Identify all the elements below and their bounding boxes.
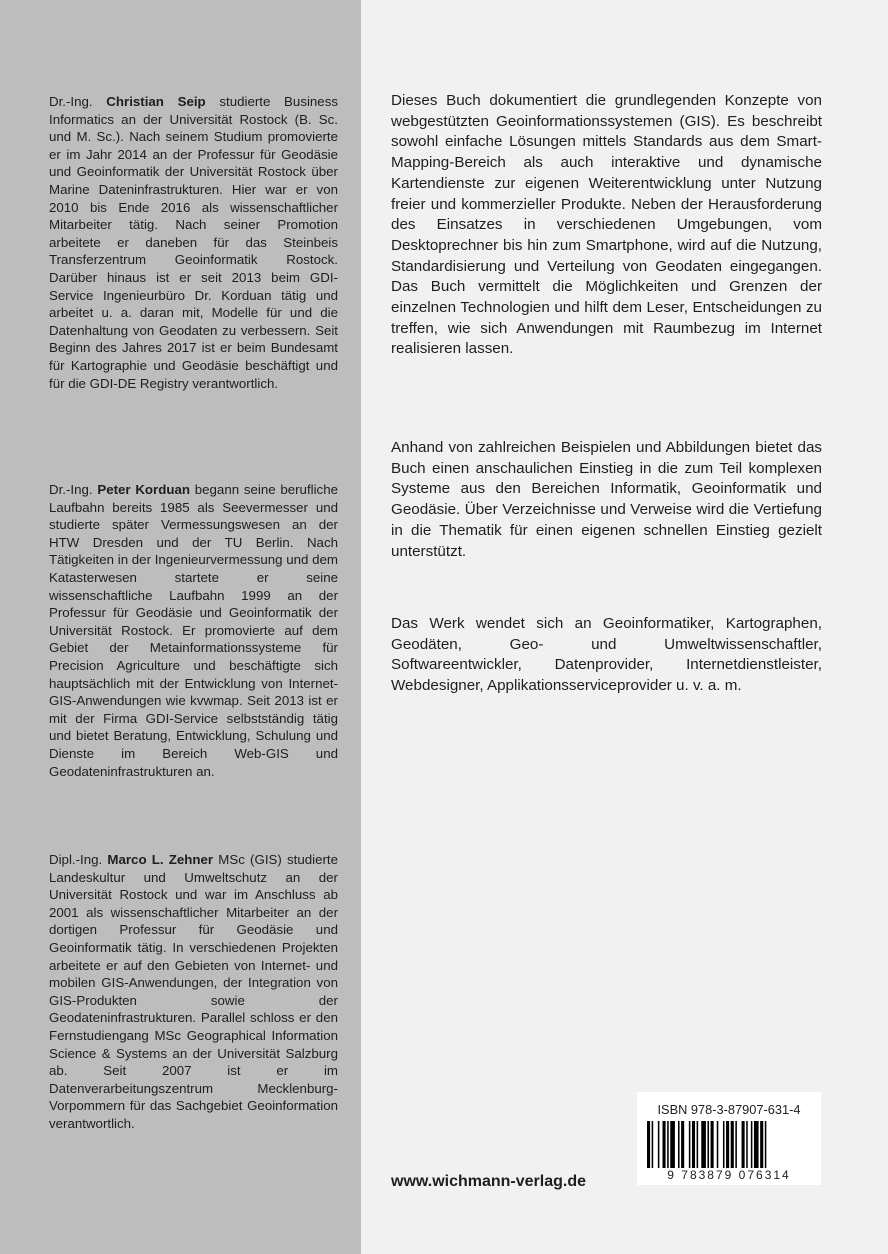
barcode-bar (692, 1121, 695, 1173)
barcode-bar (647, 1121, 650, 1173)
barcode-bar (726, 1121, 729, 1173)
author-name: Marco L. Zehner (107, 852, 214, 867)
barcode-bar (707, 1121, 709, 1173)
description-paragraph-1: Dieses Buch dokumentiert die grundlegenden Konzepte von webgestützten Geoinformationssystemen (GIS). Es beschreibt sowohl einfache Lösungen mittels Standards aus dem Smart-Mapping-Bereich als auch interaktive und dynamische Kartendienste zur eigenen Weiterentwicklung unter Nutzung freier und kommerzieller Produkte. Neben der Herausforderung des Einsatzes in verschiedenen Umgebungen, vom Desktoprechner bis hin zum Smartphone, wird auf die Nutzung, Standardisierung und Verteilung von Geodaten eingegangen. Das Buch vermittelt die Möglichkeiten und Grenzen der einzelnen Technologien und hilft dem Leser, Entscheidungen zu treffen, wie sich Anwendungen mit Raumbezug im Internet realisieren lassen. (391, 92, 822, 358)
barcode-bar (723, 1121, 725, 1173)
barcode-bar (754, 1121, 759, 1173)
author-bio-zehner (49, 851, 338, 1133)
barcode-bar (652, 1121, 654, 1173)
barcode-bar (689, 1121, 691, 1173)
barcode-bar (717, 1121, 719, 1173)
isbn-label: ISBN 978-3-87907-631-4 (657, 1102, 801, 1117)
barcode-bar (751, 1121, 753, 1173)
barcode-bar (711, 1121, 714, 1173)
barcode-bar (681, 1121, 684, 1173)
barcode-bar (760, 1121, 763, 1173)
barcode-bar (742, 1121, 745, 1173)
barcode-bar (765, 1121, 767, 1173)
barcode-bar (667, 1121, 669, 1173)
barcode-bar (658, 1121, 660, 1173)
barcode-digits: 9 783879 076314 (637, 1168, 821, 1182)
barcode-bar (746, 1121, 748, 1173)
author-title: Dipl.-Ing. (49, 852, 103, 867)
barcode-bar (697, 1121, 699, 1173)
barcode-bar (731, 1121, 734, 1173)
description-paragraph-2: Anhand von zahlreichen Beispielen und Abbildungen bietet das Buch einen anschaulichen Einstieg in die zum Teil komplexen Systeme aus den Bereichen Informatik, Geoinformatik und Geodäsie. Über Verzeichnisse und Verweise wird die Vertiefung in die Thematik für einen eigenen schnellen Einstieg gezielt unterstützt. (391, 439, 822, 560)
barcode (647, 1121, 811, 1173)
author-bio-text: studierte Business Informatics an der Universität Rostock (B. Sc. und M. Sc.). Nach seinem Studium promovierte er im Jahr 2014 an der Professur für Geodäsie und Geoinformatik der Universität Rostock über Marine Dateninfrastrukturen. Hier war er von 2010 bis Ende 2016 als wissenschaftlicher Mitarbeiter tätig. Nach seiner Promotion arbeitete er daneben für das Steinbeis Transferzentrum Geoinformatik Rostock. Darüber hinaus ist er seit 2013 beim GDI-Service Ingenieurbüro Dr. Korduan tätig und arbeitet u. a. daran mit, Modelle für und die Datenhaltung von Geodaten zu verbessern. Seit Beginn des Jahres 2017 ist er beim Bundesamt für Kartographie und Geodäsie beschäftigt und für die GDI-DE Registry verantwortlich. (49, 94, 339, 391)
author-title: Dr.-Ing. (49, 94, 93, 109)
audience-paragraph: Das Werk wendet sich an Geoinformatiker, Kartographen, Geodäten, Geo- und Umweltwissenschaftler, Softwareentwickler, Datenprovider, Internetdienstleister, Webdesigner, Applikationsserviceprovider u. v. a. m. (391, 615, 822, 695)
isbn-barcode-block (637, 1092, 821, 1185)
barcode-bar (663, 1121, 666, 1173)
author-bio-korduan (49, 481, 338, 780)
publisher-url[interactable]: www.wichmann-verlag.de (391, 1173, 587, 1190)
author-bio-text: begann seine berufliche Laufbahn bereits 1985 als Seevermesser und studierte später Vermessungswesen an der HTW Dresden und der TU Berlin. Nach Tätigkeiten in der Ingenieurvermessung und dem Katasterwesen startete er seine wissenschaftliche Laufbahn 1999 an der Professur für Geodäsie und Geoinformatik der Universität Rostock. Er promovierte auf dem Gebiet der Metainformationssysteme für Precision Agriculture und beschäftigte sich hauptsächlich mit der Entwicklung von Internet-GIS-Anwendungen wie kvwmap. Seit 2013 ist er mit der Firma GDI-Service selbstständig tätig und bietet Beratung, Entwicklung, Schulung und Dienste im Bereich Web-GIS und Geodateninfrastrukturen an. (49, 482, 339, 779)
barcode-bar (670, 1121, 675, 1173)
barcode-bar (678, 1121, 680, 1173)
author-bio-text: MSc (GIS) studierte Landeskultur und Umweltschutz an der Universität Rostock und war im Anschluss ab 2001 als wissenschaftlicher Mitarbeiter an der dortigen Professur für Geodäsie und Geoinformatik tätig. In verschiedenen Projekten arbeitete er auf den Gebieten von Internet- und mobilen GIS-Anwendungen, der Integration von GIS-Produkten sowie der Geodateninfrastrukturen. Parallel schloss er den Fernstudiengang MSc Geographical Information Science & Systems an der Universität Salzburg ab. Seit 2007 ist er im Datenverarbeitungszentrum Mecklenburg-Vorpommern für das Sachgebiet Geoinformation verantwortlich. (49, 852, 338, 1131)
author-name: Christian Seip (106, 94, 206, 109)
barcode-bar (735, 1121, 737, 1173)
author-title: Dr.-Ing. (49, 482, 93, 497)
author-bio-seip (49, 93, 338, 392)
author-name: Peter Korduan (97, 482, 190, 497)
barcode-bar (701, 1121, 706, 1173)
